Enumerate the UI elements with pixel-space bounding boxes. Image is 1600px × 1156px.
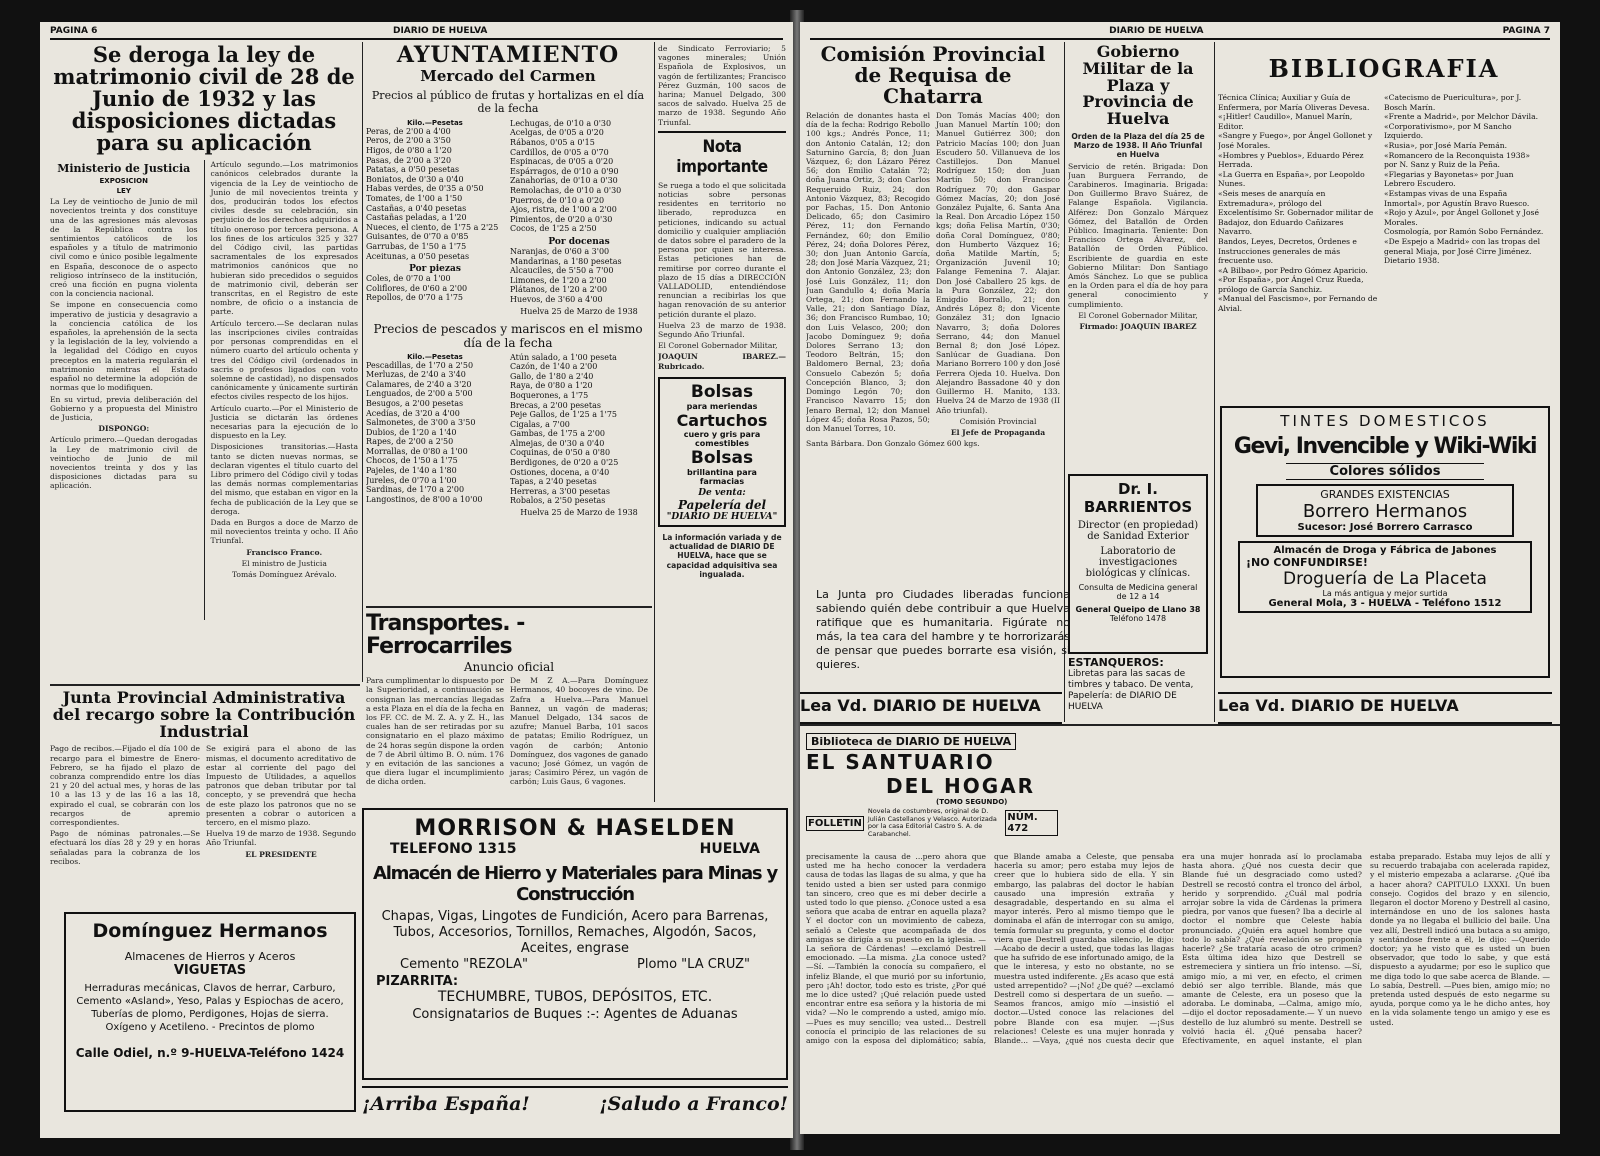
bolsas-ad (658, 377, 786, 527)
barrientos-line: Teléfono 1478 (1109, 614, 1167, 623)
frutas-list-1 (366, 127, 504, 261)
book-item: «De Espejo a Madrid» con las tropas del general Miaja, por José Cirre Jiménez. (1384, 236, 1540, 256)
price-item: Tapas, a 2'40 pesetas (510, 477, 597, 487)
gobierno-signature: El Coronel Gobernador Militar, (1078, 310, 1198, 320)
ley-paragraph: En su virtud, previa deliberación del Gobierno y a propuesta del Ministro de Justicia, (50, 394, 198, 422)
comision-signer: El Jefe de Propaganda (950, 427, 1046, 437)
price-item: Rábanos, 0'05 a 0'15 (510, 138, 595, 148)
junta-text: Se exigirá para el abono de las mismas, el documento acreditativo de estar al corriente del pago del Impuesto de Utilidades, a aquellos patronos que deban tributar por tal concepto, y se prevendrá que hecha de este plazo los patronos que no se presenten a cobrar o autoricen a tercero, en el mismo plazo. (206, 744, 356, 828)
ley-paragraph: Artículo primero.—Quedan derogadas la Ley de matrimonio civil de veintiocho de Junio de mil novecientos treinta y dos y las disposiciones dictadas para su aplicación. (50, 435, 198, 491)
book-item: «Catecismo de Puericultura», por J. Bosch Marín. (1384, 93, 1522, 112)
morrison-headline: Almacén de Hierro y Materiales para Minas y Construcción (372, 863, 778, 905)
price-item: Boquerones, a 1'75 (510, 390, 589, 400)
junta-text: Pago de recibos.—Fijado el día 100 de recargo para el bimestre de Enero-Febrero, se ha fijado el plazo de cobranza comprendido entre los días 21 y 20 del actual mes, y horas de las 10 a las 13 y de las 16 a las 18, expirado el cual, se cobrarán con los recargos de apremio correspondientes. (50, 744, 200, 828)
ley-paragraph: Artículo tercero.—Se declaran nulas las inscripciones civiles contraídas por personas comprendidas en el número cuarto del artículo ochenta y tres del Código civil (ordenados in sacris o profesos ligados con voto solemne de castidad), no dispensados canónicamente y únicamente surtirán efectos civiles respecto de los hijos. (210, 318, 358, 402)
paper-name-right: DIARIO DE HUELVA (1109, 26, 1204, 36)
morrison-agentes: Consignatarios de Buques :-: Agentes de Aduanas (412, 1007, 738, 1022)
book-item: Dietario 1938. (1384, 256, 1440, 266)
ley-paragraph: Se impone en consecuencia como imperativo de justicia y desagravio a la conciencia católica de los españoles, la aprehensión de la secta y la legislación de la ley, volviendo a la legalidad del Código en cuyos preceptos en la materia regularán el matrimonio mientras el Estado español no determine la adopción de normas que lo modifiquen. (50, 300, 198, 393)
article-gobierno-militar (1068, 44, 1208, 474)
arriba-espana-strip (362, 1086, 788, 1120)
dominguez-title: Domínguez Hermanos (92, 920, 328, 942)
price-item: Castañas peladas, a 1'20 (366, 213, 467, 223)
morrison-techumbre: TECHUMBRE, TUBOS, DEPÓSITOS, ETC. (437, 989, 713, 1005)
price-item: Brecas, a 2'00 pesetas (510, 400, 601, 410)
serial-folletin: FOLLETIN (808, 817, 862, 829)
price-item: Espinacas, de 0'05 a 0'20 (510, 157, 614, 167)
saludo-franco: ¡Saludo a Franco! (599, 1093, 788, 1115)
price-item: Coquinas, de 0'50 a 0'80 (510, 448, 611, 458)
ley-dispongo: DISPONGO: (98, 424, 150, 434)
book-item: «Rusia», por José María Pemán. (1384, 140, 1508, 150)
price-item: Castañas, a 0'40 pesetas (366, 203, 467, 213)
price-item: Boniatos, de 0'30 a 0'40 (366, 174, 464, 184)
price-item: Tomates, de 1'00 a 1'50 (366, 194, 463, 203)
morrison-plomo: Plomo "LA CRUZ" (637, 957, 750, 972)
price-item: Plátanos, de 1'20 a 2'00 (510, 285, 608, 295)
price-item: Pajeles, de 1'40 a 1'80 (366, 466, 457, 476)
price-item: Salmonetes, de 3'00 a 3'50 (366, 418, 476, 428)
serial-biblioteca: Biblioteca de DIARIO DE HUELVA (806, 733, 1016, 750)
bolsas-ad-line: "DIARIO DE HUELVA" (666, 511, 778, 522)
price-item: Pimientos, de 0'20 a 0'30 (510, 214, 613, 224)
dominguez-address: Calle Odiel, n.º 9-HUELVA-Teléfono 1424 (75, 1046, 345, 1060)
bolsas-ad-line: para meriendas (686, 401, 758, 411)
pescados-heading: Precios de pescados y mariscos en el mismo día de la fecha (373, 321, 643, 350)
ley-signer: Francisco Franco. (246, 547, 323, 557)
transportes-text: Para cumplimentar lo dispuesto por la Superioridad, a continuación se consignan las mercancías llegadas a esta Plaza en el día de la fecha en los FF. CC. de M. Z. A. y Z. H., las cuales han de ser retiradas por su consignatario en el plazo máximo de 24 horas según dispone la orden de 7 de Abril último B. O. núm. 176 y en evitación de las sanciones a que diera lugar el incumplimiento de dicha orden. (366, 676, 504, 787)
ley-signer-title: El ministro de Justicia (241, 558, 327, 568)
gobierno-signer: Firmado: JOAQUIN IBAREZ (1079, 322, 1197, 332)
tintes-drogueria: Droguería de La Placeta (1283, 569, 1487, 589)
price-item: Rapes, de 2'00 a 2'50 (366, 437, 454, 447)
estanqueros-title: ESTANQUEROS: (1068, 656, 1164, 669)
gobierno-text: Servicio de retén. Brigada: Don Juan Burguera Ferrando, de Carabineros. Imaginaria. Brigada: Don Guillermo Bravo Suárez, de Falange Española. Vigilancia. Alférez: Don Gonzalo Márquez Gómez, del Batallón de Orden Público. Imaginaria. Teniente: Don Francisco Ortega Álvarez, del Batallón de Orden Público. Escribiente de guardia en este Gobierno Militar: Don Santiago Amós Sánchez. Lo que se publica en la Orden para el día de hoy para general conocimiento y cumplimiento. (1068, 161, 1208, 309)
price-item: Cardillos, de 0'05 a 0'70 (510, 147, 609, 157)
newspaper-page-right (800, 22, 1560, 1134)
price-item: Almejas, de 0'30 a 0'40 (510, 438, 605, 448)
ley-paragraph: Artículo cuarto.—Por el Ministerio de Justicia se dictarán las órdenes necesarias para la ejecución de lo dispuesto en la Ley. (210, 403, 358, 441)
barrientos-title: Dr. I. BARRIENTOS (1083, 480, 1193, 516)
price-item: Ostiones, docena, a 0'40 (510, 467, 610, 477)
price-item: Aceitunas, a 0'50 pesetas (366, 251, 470, 261)
article-junta-provincial (50, 690, 358, 902)
continuacion-text: de Sindicato Ferroviario; 5 vagones minerales; Unión Española de Explosivos, un vagón de fertilizantes; Francisco Pérez Guzmán, 100 sacos de harina; Manuel Delgado, 300 sacos de salvado. Huelva 25 de marzo de 1938. Segundo Año Triunfal. (658, 44, 786, 127)
pescados-date: Huelva 25 de Marzo de 1938 (520, 508, 638, 518)
bolsas-ad-line: farmacias (699, 476, 745, 486)
price-item: Coles, de 0'70 a 1'00 (366, 274, 451, 284)
bolsas-ad-line: Bolsas (690, 381, 754, 402)
price-item: Cazón, de 1'40 a 2'00 (510, 362, 598, 372)
serial-title-2: DEL HOGAR (886, 774, 1036, 798)
price-item: Habas verdes, de 0'35 a 0'50 (366, 184, 484, 194)
ayuntamiento-title: AYUNTAMIENTO (396, 44, 620, 68)
bolsas-ad-line: Bolsas (690, 447, 754, 468)
serial-number: NÚM. 472 (1005, 810, 1058, 836)
ayuntamiento-subtitle: Mercado del Carmen (420, 67, 596, 86)
price-item: Lechugas, de 0'10 a 0'30 (510, 118, 612, 128)
lea-diario-banner-2: Lea Vd. DIARIO DE HUELVA (1218, 692, 1552, 724)
ad-tintes-domesticos (1220, 406, 1550, 678)
article-ley-title: Se deroga la ley de matrimonio civil de 28 de Junio de 1932 y las disposiciones dictadas para su aplicación (53, 44, 355, 156)
article-comision-chatarra (806, 44, 1060, 574)
book-item: «Manual del Fascismo», por Fernando de Alvial. (1218, 294, 1378, 314)
price-item: Repollos, de 0'70 a 1'75 (366, 293, 464, 303)
docenas-list (510, 247, 648, 305)
article-transportes (366, 612, 652, 802)
article-ley-matrimonio (50, 44, 358, 672)
price-item: Gambas, de 1'75 a 2'00 (510, 429, 606, 439)
bibliografia-list-1 (1218, 93, 1378, 314)
price-item: Patatas, a 0'50 pesetas (366, 165, 460, 175)
price-item: Dubios, de 1'20 a 1'40 (366, 427, 457, 437)
price-item: Sardinas, de 1'70 a 2'00 (366, 485, 465, 495)
kilo-label: Kilo.—Pesetas (407, 118, 463, 127)
book-item: Bandos, Leyes, Decretos, Órdenes e Instrucciones generales de más frecuente uso. (1218, 236, 1357, 266)
price-item: Acedías, de 3'20 a 4'00 (366, 408, 460, 418)
book-item: «A Bilbao», por Pedro Gómez Aparicio. (1218, 265, 1368, 275)
book-item: «Corporativismo», por M Sancho Izquierdo. (1384, 121, 1512, 141)
price-item: Cocos, de 1'25 a 2'50 (510, 224, 597, 234)
price-item: Puerros, de 0'10 a 0'20 (510, 195, 605, 205)
lea-diario-banner-1: Lea Vd. DIARIO DE HUELVA (800, 692, 1062, 724)
bolsas-ad-line: comestibles (695, 438, 749, 448)
newspaper-page-left (40, 22, 793, 1138)
price-item: Chocos, de 1'50 a 1'75 (366, 456, 458, 466)
tintes-colores: Colores sólidos (1286, 463, 1484, 480)
price-item: Zanahorias, de 0'10 a 0'30 (510, 176, 618, 186)
price-item: Coliflores, de 0'60 a 2'00 (366, 283, 468, 293)
morrison-cemento: Cemento "REZOLA" (400, 957, 528, 972)
price-item: Berdigones, de 0'20 a 0'25 (510, 458, 619, 468)
price-item: Guisantes, de 0'70 a 0'85 (366, 232, 469, 242)
arriba-espana: ¡Arriba España! (362, 1093, 530, 1115)
running-header-left (50, 24, 783, 40)
price-item: Peje Gallos, de 1'25 a 1'75 (510, 410, 617, 420)
barrientos-line: Consulta de Medicina general de 12 a 14 (1078, 583, 1198, 601)
frutas-heading: Precios al público de frutas y hortalizas en el día de la fecha (371, 88, 645, 115)
serial-text: precisamente la causa de ...pero ahora que usted me ha hecho conocer la verdadera causa de todas las llagas de su alma, y que ha tenido usted a bien ser usted para conmigo tan sincero, creo que es mi deber decirle a usted todo lo que pienso. ¿Conoce usted a esa señora que acaba de entrar en aquella plaza? Y el doctor con un movimiento de cabeza, señaló a Celeste que acompañada de dos amigas se dirigía a su puesto en la iglesia. —La señora de Cárdenas! —exclamó Destrell emocionado. —La misma. ¿La conoce usted? —Sí. —También la conocía su compañero, el infeliz Blande, el que murió por su infortunio, pero ¡Ah! doctor, todo esto es triste, ¿Por qué me lo dice usted? ¡Qué relación puede usted encontrar entre esa señora y la historia de mi vida? —No le comprendo a usted, amigo mío. —Pues es muy sencillo; vea usted... Destrell conocía el principio de las relaciones de su amigo con la esposa del diplomático; sabía, que Blande amaba a Celeste, que pensaba hacerla su amor; pero estaba muy lejos de creer que lo hubiera sido de ella. Y sin embargo, las palabras del doctor le habían causado una impresión extraña y desagradable, despertando en su alma el mayor interés. Pero al mismo tiempo que le dominaba el afán de interrogar con su amigo, temía formular su pregunta, y como el doctor viera que Destrell guardaba silencio, le dijo: —Acabo de decir a usted, que todas las llagas que ha sufrido de ese infortunado amigo, de la que le interesa, y esto no obstante, no se muestra usted indiferente. ¿Es acaso que está usted arrepentido? —¡No! ¿De qué? —exclamó Destrell como si despertara de un sueño. —Seamos francos, amigo mío —insistió el doctor.—Usted conoce las relaciones del pobre Blande con esa mujer. —¡Sus relaciones! Celeste es una mujer honrada y Blande... —Vaya, ¿qué nos cuesta decir que era una mujer honrada así lo proclamaba hasta ahora. ¿Qué nos cuesta decir que Blande fué un desgraciado como usted? Destrell se recostó contra el tronco del árbol, herido y sorprendido. ¿Cuál mal podría arrojar sobre la vida de Cárdenas la primera piedra, por vanos que fuesen? Iba a decirle al doctor el nombre que Celeste había pronunciado. ¿Quién era aquel hombre que todo lo sabía? ¿Qué revelación se proponía hacerle? ¿Se trataría acaso de otro crimen? Esta última idea hizo que Destrell se estremeciera y sintiera un frío intenso. —Sí, amigo mío, a mi ver, en efecto, el crimen debió ser algo terrible. Blande, más que amante de Celeste, era un poseso que la adoraba. Le dominaba, —Calma, amigo mío, —dijo el doctor reposadamente.— Y un nuevo destello de luz alumbró su mente. Destrell se volvió hacia él. ¿Qué pensaba hacer? Efectivamente, en aquel instante, el plan estaba preparado. Estaba muy lejos de allí y su recuerdo trabajaba con acelerada rapidez, y el misterio empezaba a aclararse. ¿Qué iba a hacer ahora? CAPITULO LXXXI. Un buen consejo. Cogidos del brazo y en silencio, llegaron el doctor Moreno y Destrell al casino, internándose en uno de los salones hasta donde ya no llegaba el bullicio del baile. Una vez allí, Destrell indicó una butaca a su amigo, y sentándose frente a él, le dijo: —Querido doctor; ya he visto que es usted un buen observador, que todo lo sabe, y que está dispuesto a ayudarme; por eso le suplico que me diga todo lo que sabe acerca de Blande. —Lo sabía, Destrell. —Pues bien, amigo mío; no pretenda usted después de esto negarme su ayuda, porque como ya le he dicho antes, hoy en la vida solamente tengo un amigo y ese es usted. (806, 852, 1550, 1046)
book-item: «¡Hitler! Caudillo», Manuel Marín, Editor. (1218, 112, 1353, 131)
bolsas-ad-line: Papelería del (677, 497, 767, 512)
transportes-title: Transportes. - Ferrocarriles (366, 612, 525, 660)
comision-text: Relación de donantes hasta el día de la fecha: Rodrigo Rebollo 100 kgs.; Andrés Ponce, 11; don Antonio Catalán, 12; don Saturnino García, 8; don Juan Vázquez, 6; don Lázaro Pérez 56; don Emilio Catalán 72; doña Juana Ortiz, 3; don Carlos Requeruido Ruiz, 24; don Antonio Vázquez, 83; Recogido por Fachas, 15. Don Antonio Delicado, 65; don Casimiro Pérez, 11; don Fernando Fernández, 60; don Emilio Pérez, 24; doña Dolores Pérez, 30; don Juan Antonio García, 28; don José María Vázquez, 21; don Antonio González, 23; don José Luis González, 11; don Juan Gandullo 4; doña María Ortega, 21; don Fernando la Valle, 21; don Santiago Díaz, 36; don Francisco Rumbao, 10; don Luis Velasco, 200; don Jacobo Domínguez 9; doña Dolores Serrano 13; don Teodoro Beltrán, 15; don Baldomero Bernal, 23; doña Consuelo Cabezón 5; doña Concepción Blanco, 3; don Domingo Legón 70; don Francisco Navarro 15; don Jenaro Bernal, 12; don Manuel López 45; doña Rosa Pazos, 50; don Manuel Torres, 10. (806, 111, 930, 433)
price-item: Mandarinas, a 1'80 pesetas (510, 256, 622, 266)
book-item: «Flegarias y Bayonetas» por Juan Lebrero Escudero. (1384, 169, 1514, 189)
price-item: Espárragos, de 0'10 a 0'90 (510, 166, 619, 176)
bolsas-ad-line: cuero y gris para (683, 429, 761, 439)
por-piezas-label: Por piezas (409, 264, 461, 275)
price-item: Robalos, a 2'50 pesetas (510, 496, 606, 506)
junta-presidente: EL PRESIDENTE (245, 849, 317, 859)
junta-text: Pago de nóminas patronales.—Se efectuará los días 28 y 29 y en horas señaladas para la cobranza de los recibos. (50, 829, 200, 866)
price-item: Acelgas, de 0'05 a 0'20 (510, 128, 604, 138)
price-item: Remolachas, de 0'10 a 0'30 (510, 186, 622, 195)
ley-ministry: Ministerio de Justicia (57, 162, 191, 176)
nota-text: Se ruega a todo el que solicitada noticias sobre personas residentes en territorio no liberado, reproduzca en peticiones, indicando su actual domicilio y cualquier ampliación de datos sobre el paradero de la persona por quien se interesa. Estas peticiones han de remitirse por correo durante el plazo de 15 días a DIRECCIÓN VALLADOLID, entendiéndose renuncian a recibirlas los que hagan renovación de su anterior petición durante el plazo. (658, 180, 786, 319)
price-item: Herreras, a 3'00 pesetas (510, 486, 610, 496)
ley-exposicion-label: EXPOSICION (99, 177, 148, 186)
price-item: Garrubas, de 1'50 a 1'75 (366, 241, 467, 251)
bibliografia-title: BIBLIOGRAFIA (1268, 54, 1500, 83)
morrison-city: HUELVA (699, 841, 760, 857)
price-item: Naranjas, de 0'60 a 3'00 (510, 246, 610, 256)
book-item: «Romancero de la Reconquista 1938» por N. Sanz y Ruiz de la Peña. (1384, 150, 1531, 170)
pescados-list-1 (366, 361, 504, 505)
ley-paragraph: Dada en Burgos a doce de Marzo de mil novecientos treinta y ocho. II Año Triunfal. (210, 517, 358, 546)
informacion-text: La información variada y de actualidad de DIARIO DE HUELVA, hace que se capacidad adquisitiva sea ingualada. (662, 532, 782, 579)
comision-text: Don Tomás Macías 400; don Juan Manuel Martín 100; don Manuel Gutiérrez 300; don Patricio Macías 100; don Juan Escudero 50. Villanueva de los Castillejos. Don Manuel Rodríguez 150; don Juan Martín 50; don Francisco Rodríguez 70; don Gaspar Gómez Macías, 20; don José González Pujalte, 6. Santa Ana la Real. Don Arcadio López 150 kgs; doña Felisa Martín, 0'30; doña Coral Domínguez, 0'80; don Humberto Vázquez 16; doña Matilde Martín, 5; Organización Juvenil 10; Falange Femenina 7. Alajar. Don José Caballero 25 kgs. de la Pura González, 22; don Emigdio Borrallo, 21; don Andrés López 8; don Vicente González 31; don Ignacio Navarro, 3; doña Dolores Serrano, 44; don Manuel Bernal 8; don José López. Sanlúcar de Guadiana. Don Mariano Borrero 100 y don José Ferrera Ojeda 10. Huelva. Don Alejandro Bassadone 40 y don Guillermo H. Manito, 133. Huelva 24 de Marzo de 1938 (II Año triunfal). (936, 111, 1060, 415)
book-item: «La Guerra en España», por Leopoldo Nunes. (1218, 169, 1365, 189)
morrison-title: MORRISON & HASELDEN (414, 816, 736, 841)
nota-date: Huelva 23 de marzo de 1938. Segundo Año Triunfal. (658, 320, 786, 340)
estanqueros-text: Libretas para las sacas de timbres y tabaco. De venta, Papelería: de DIARIO DE HUELVA (1068, 669, 1194, 712)
dominguez-products: Herraduras mecánicas, Clavos de herrar, Carburo, Cemento «Asland», Yeso, Palas y Espiochas de acero, Tuberías de plomo, Perdigones, Hojas de sierra. Oxígeno y Acetileno. - Precintos de plomo (76, 983, 344, 1033)
price-item: Calamares, de 2'40 a 3'20 (366, 379, 472, 389)
price-item: Higos, de 0'80 a 1'20 (366, 146, 452, 156)
price-item: Pasas, de 2'00 a 3'20 (366, 155, 452, 165)
morrison-phone: TELEFONO 1315 (390, 841, 517, 857)
page-number-left: PAGINA 6 (50, 26, 98, 36)
article-bibliografia (1218, 44, 1550, 414)
price-item: Cigalas, a 7'00 (510, 419, 570, 429)
price-item: Raya, de 0'80 a 1'20 (510, 381, 593, 391)
piezas-list (366, 274, 504, 303)
ley-paragraph: Artículo segundo.—Los matrimonios canónicos celebrados durante la vigencia de la Ley de veintiocho de Junio de mil novecientos treinta y dos, producirán todos los efectos civiles desde su celebración, sin perjuicio de los derechos adquiridos a título oneroso por tercera persona. A los fines de los artículos 325 y 327 del Código civil, las partidas sacramentales de los expresados matrimonios canónicos que no hubieran sido precedidos o seguidos de matrimonio civil, deberán ser transcritas, en el Registro de este nombre, de oficio o a instancia de parte. (210, 160, 358, 317)
transportes-text: De M Z A.—Para Domínguez Hermanos, 40 bocoyes de vino. De Zafra a Huelva.—Para Manuel Bannez, un vagón de maderas; Manuel Delgado, 134 sacos de azufre; Manuel Barba, 101 sacos de patatas; Emilio Rodríguez, un vagón de carbón; Antonio Domínguez, dos vagones de ganado vacuno; José Gómez, un vagón de jaras; Casimiro Pérez, un vagón de carbón; Luis Gaus, 6 vagones. (510, 676, 648, 787)
gobierno-title: Gobierno Militar de la Plaza y Provincia de Huelva (1082, 44, 1194, 129)
junta-pro-ciudades: La Junta pro Ciudades liberadas funciona sabiendo quién debe contribuir a que Huelva ratifique que es humanitaria. Figúrate no más, la tea cara del hambre y te horrorizarás de pensar que puedes borrarte esa visión, si quieres. (816, 588, 1070, 671)
kilo-label-2: Kilo.—Pesetas (407, 352, 463, 361)
barrientos-line: Laboratorio de investigaciones biológicas y clínicas. (1085, 546, 1191, 579)
serial-header (806, 730, 1058, 850)
dominguez-line: Almacenes de Hierros y Aceros (124, 950, 296, 963)
comision-title: Comisión Provincial de Requisa de Chatarra (820, 44, 1046, 108)
tintes-title: TINTES DOMESTICOS (1280, 412, 1490, 430)
page-number-right: PAGINA 7 (1502, 26, 1550, 36)
por-docenas-label: Por docenas (548, 236, 610, 247)
ley-paragraph: La Ley de veintiocho de Junio de mil novecientos treinta y dos constituye una de las agresiones más alevosas de la República contra los sentimientos católicos de los españoles y a título de matrimonio civil como e único posible legalmente en España, desconoce de o aspecto religioso intrínseco de la institución, creó una ficción en pugna violenta con la conciencia nacional. (50, 197, 198, 299)
price-item: Morrallas, de 0'80 a 1'00 (366, 446, 468, 456)
nota-title: Nota importante (676, 136, 768, 177)
pescados-list-2 (510, 353, 648, 507)
frutas-date: Huelva 25 de Marzo de 1938 (520, 306, 638, 316)
serial-novela: Novela de costumbres, original de D. Julián Castellanos y Velasco. Autorizada por la casa Editorial Castro S. A. de Carabanchel. (867, 807, 997, 838)
tintes-sucesor: Sucesor: José Borrero Carrasco (1297, 522, 1473, 533)
frutas-list-2 (510, 119, 648, 234)
price-item: Limones, de 1'20 a 2'00 (510, 275, 607, 285)
price-item: Alcauciles, de 5'50 a 7'00 (510, 266, 614, 276)
drogueria-box (1238, 541, 1532, 613)
price-item: Lenguados, de 2'00 a 5'00 (366, 389, 473, 399)
comision-signature: Comisión Provincial (959, 416, 1037, 426)
price-item: Jureles, de 0'70 a 1'00 (366, 475, 457, 485)
price-item: Besugos, a 2'00 pesetas (366, 398, 464, 408)
serial-tomo: (TOMO SEGUNDO) (936, 798, 1008, 806)
ley-paragraph: Disposiciones transitorias.—Hasta tanto se dicten nuevas normas, se declaran vigentes el título cuarto del Libro primero del Código civil y todas las demás normas complementarias del mismo, que estaban en vigor en la fecha de publicación de la Ley que se deroga. (210, 442, 358, 516)
estanqueros-notice (1068, 656, 1212, 712)
book-item: «Por España», por Ángel Cruz Rueda, prólogo de García Sanchiz. (1218, 275, 1364, 294)
price-item: Ajos, ristra, de 1'00 a 2'00 (510, 205, 617, 215)
paper-name-left: DIARIO DE HUELVA (392, 26, 488, 36)
price-item: Huevos, de 3'60 a 4'00 (510, 294, 603, 304)
tintes-grandes: GRANDES EXISTENCIAS (1320, 488, 1450, 501)
book-item: «Rojo y Azul», por Ángel Gollonet y José Morales. (1384, 208, 1539, 227)
running-header-right (810, 24, 1550, 40)
dominguez-viguetas: VIGUETAS (173, 963, 247, 978)
tintes-almacen: Almacén de Droga y Fábrica de Jabones (1273, 545, 1497, 556)
ley-signer-name: Tomás Domínguez Arévalo. (231, 569, 337, 579)
ad-barrientos (1068, 474, 1208, 654)
price-item: Nueces, el ciento, de 1'75 a 2'25 (366, 222, 499, 232)
gobierno-orden: Orden de la Plaza del día 25 de Marzo de 1938. II Año Triunfal en Huelva (1071, 131, 1205, 160)
bolsas-ad-line: Cartuchos (676, 410, 768, 430)
book-item: «Sangre y Fuego», por Ángel Gollonet y José Morales. (1218, 131, 1373, 150)
barrientos-line: General Queipo de Llano 38 (1075, 605, 1201, 614)
junta-title: Junta Provincial Administrativa del recargo sobre la Contribución Industrial (52, 690, 356, 741)
book-item: «Hombres y Pueblos», Eduardo Pérez Herrada. (1218, 150, 1364, 170)
borrero-box (1256, 484, 1514, 537)
junta-date: Huelva 19 de marzo de 1938. Segundo Año Triunfal. (206, 829, 356, 848)
book-item: «Seis meses de anarquía en Extremadura», prólogo del Excelentísimo Sr. Gobernador militar de Badajoz, don Eduardo Cañizares Navarro. (1218, 188, 1374, 237)
serial-title-1: EL SANTUARIO (806, 750, 995, 774)
comision-barbara: Santa Bárbara. Don Gonzalo Gómez 600 kgs. (806, 439, 980, 449)
tintes-address: General Mola, 3 - HUELVA - Teléfono 1512 (1268, 598, 1502, 609)
book-item: Cosmología, por Ramón Sobo Fernández. (1384, 227, 1544, 237)
book-item: «Estampas vivas de una España Inmortal», por Agustín Bravo Ruesco. (1384, 188, 1530, 208)
tintes-borrero: Borrero Hermanos (1302, 501, 1468, 522)
price-item: Pescadillas, de 1'70 a 2'50 (366, 360, 474, 370)
morrison-products: Chapas, Vigas, Lingotes de Fundición, Acero para Barrenas, Tubos, Accesorios, Tornillos, Remaches, Algodón, Sacos, Aceites, engrase (381, 909, 769, 956)
serial-body (806, 852, 1550, 1122)
barrientos-line: Director (en propiedad) de Sanidad Exterior (1077, 520, 1199, 542)
book-item: «Frente a Madrid», por Melchor Dávila. (1384, 112, 1539, 122)
ad-dominguez-hermanos (64, 912, 356, 1112)
morrison-pizarrita: PIZARRITA: (376, 974, 459, 989)
bibliografia-list-2 (1384, 93, 1544, 314)
bolsas-ad-line: brillantina para (687, 467, 757, 477)
price-item: Peras, de 2'00 a 4'00 (366, 126, 451, 136)
price-item: Peros, de 2'00 a 3'50 (366, 136, 451, 146)
price-item: Merluzas, de 2'40 a 3'40 (366, 370, 466, 380)
article-ayuntamiento (366, 44, 650, 604)
book-item: Técnica Clínica; Auxiliar y Guía de Enfermera, por María Oliveras Devesa. (1218, 93, 1370, 112)
tintes-noconfundirse: ¡NO CONFUNDIRSE! (1246, 556, 1368, 569)
price-item: Langostinos, de 8'00 a 10'00 (366, 494, 483, 504)
price-item: Atún salado, a 1'00 peseta (510, 352, 617, 362)
price-item: Gallo, de 1'80 a 2'40 (510, 371, 594, 381)
nota-signer: JOAQUIN IBAREZ.—Rubricado. (658, 352, 786, 371)
tintes-brands: Gevi, Invencible y Wiki-Wiki (1233, 434, 1537, 459)
column-notices (658, 44, 786, 804)
ley-law-label: LEY (116, 187, 131, 196)
nota-signature: El Coronel Gobernador Militar, (658, 341, 778, 351)
transportes-subtitle: Anuncio oficial (463, 660, 555, 675)
tintes-antigua: La más antigua y mejor surtida (1322, 589, 1448, 598)
bolsas-ad-line: De venta: (698, 487, 746, 498)
ad-morrison-haselden (362, 808, 788, 1080)
